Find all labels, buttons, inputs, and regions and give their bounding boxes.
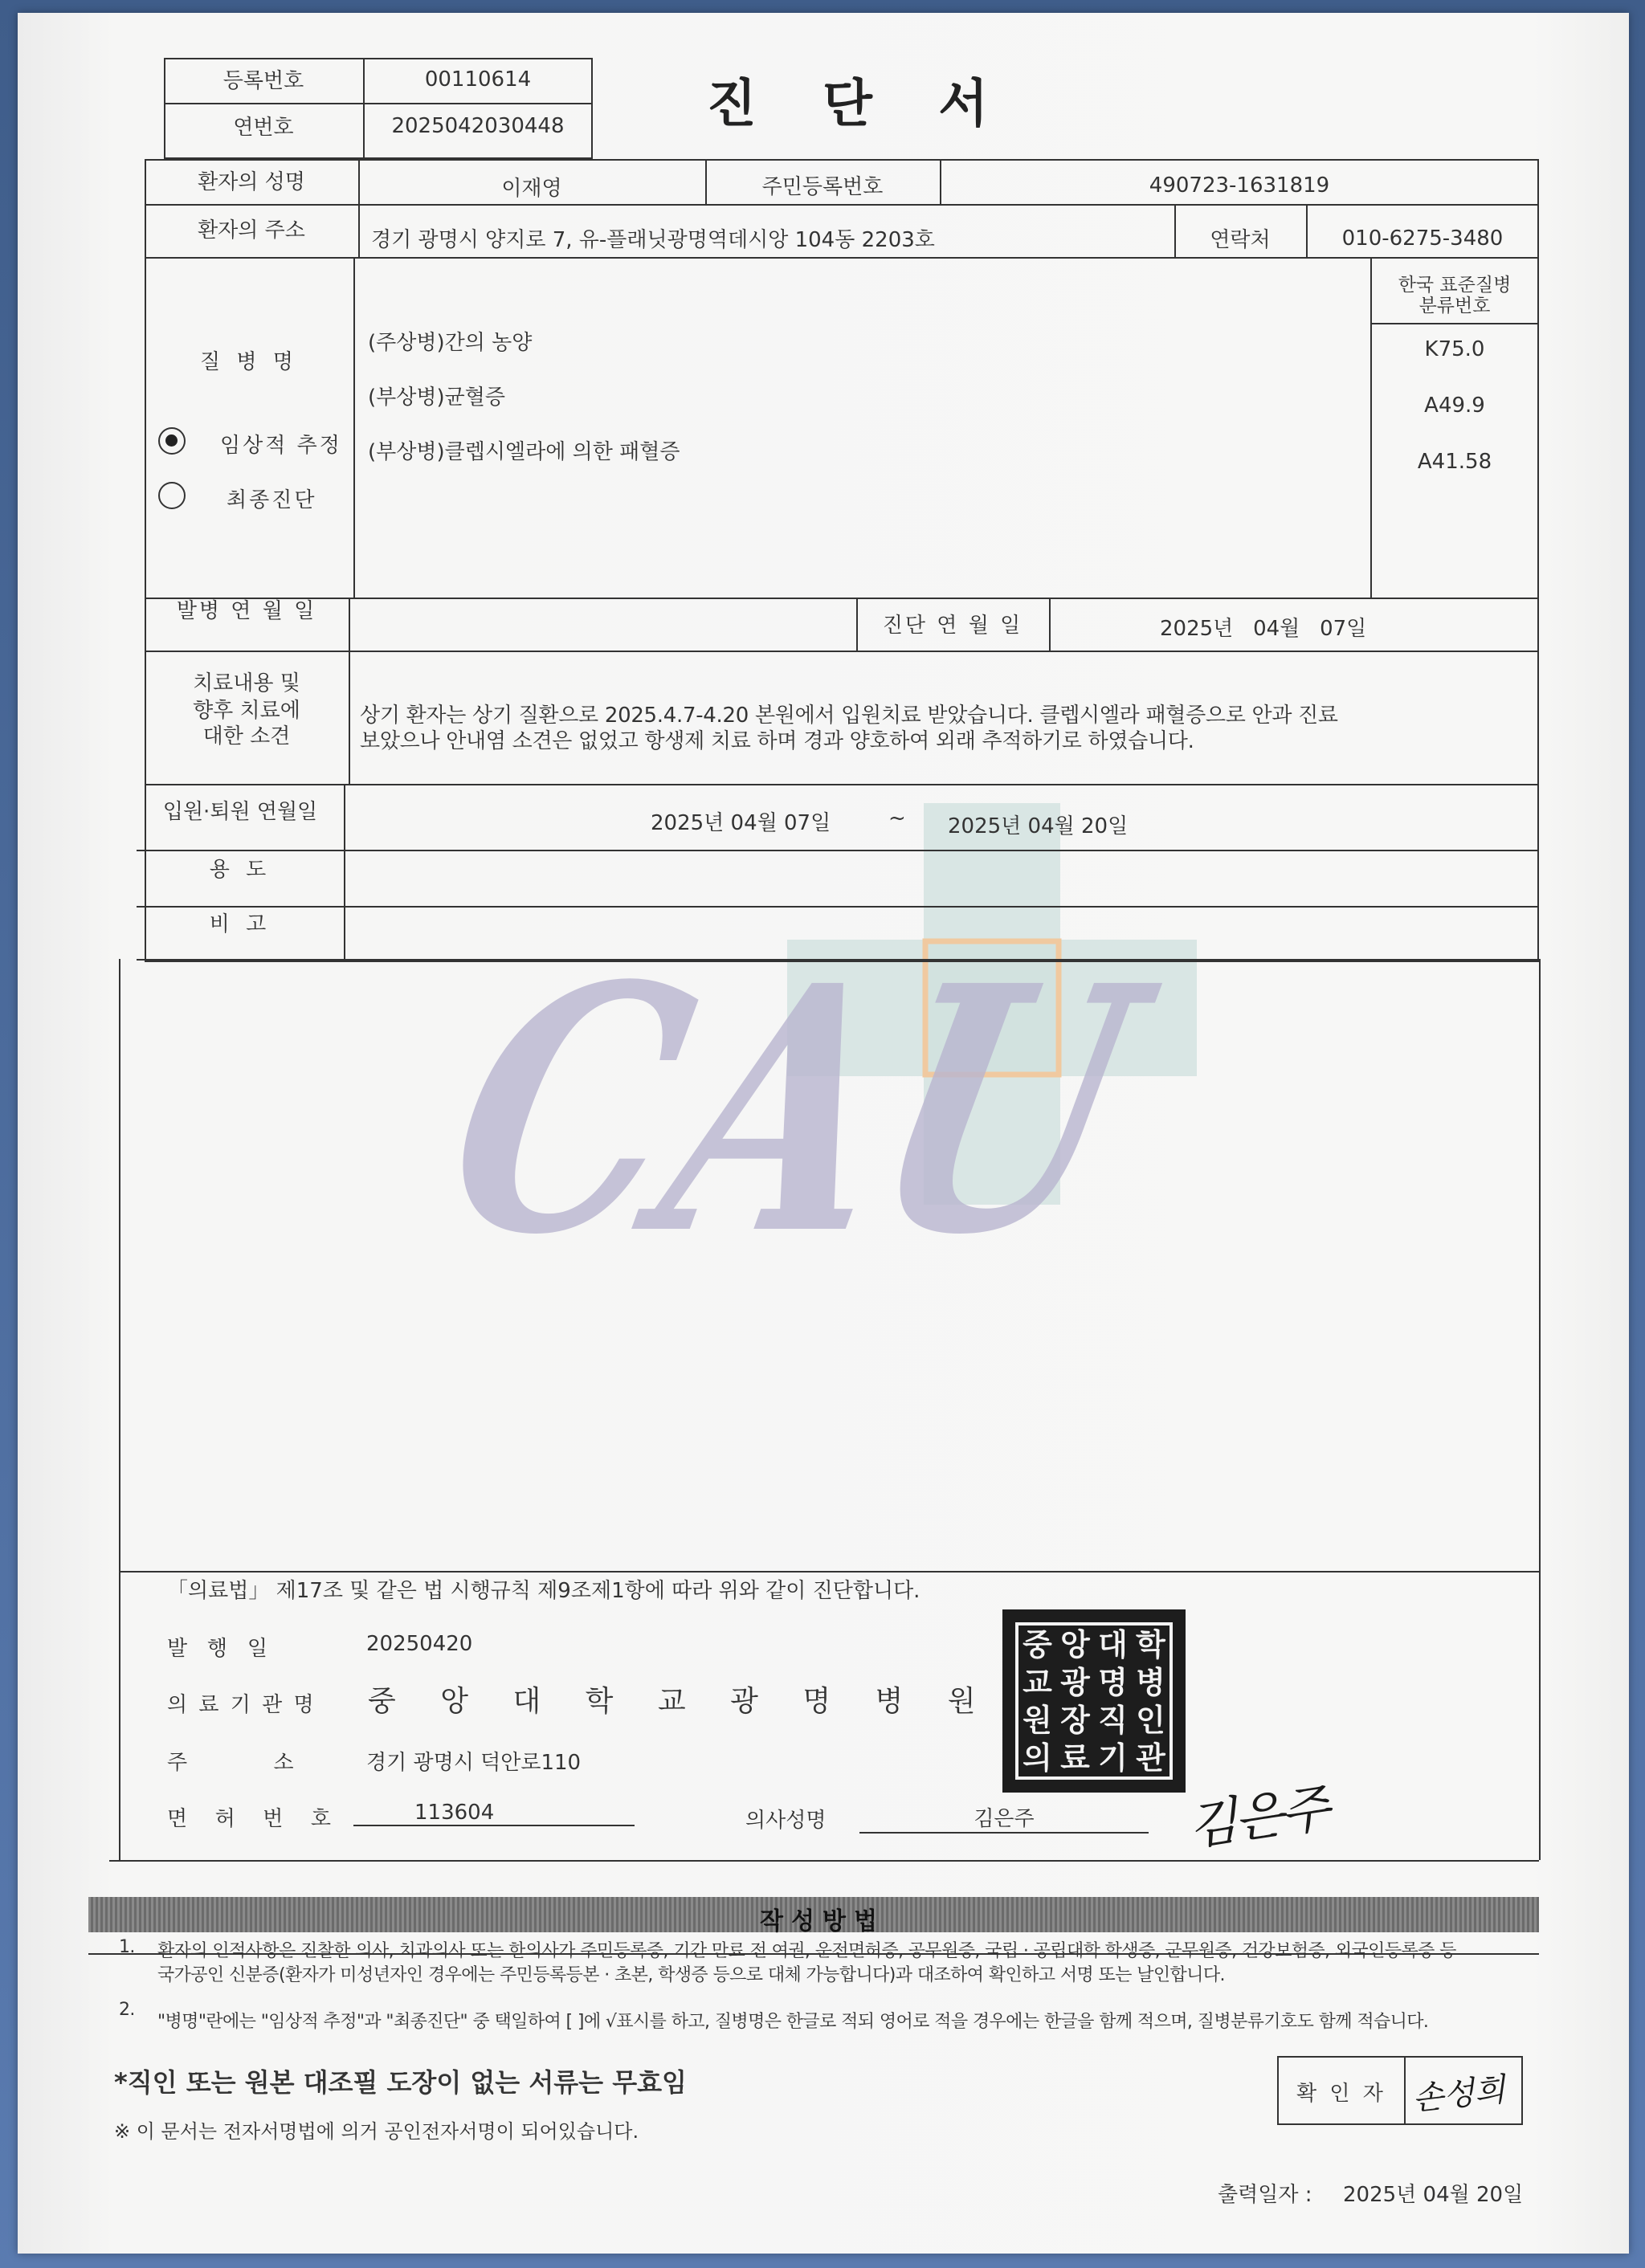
disease-code-2: A49.9 [1424, 394, 1485, 418]
instructions-title: 작성방법 [760, 1907, 885, 1936]
address-value: 경기 광명시 양지로 7, 유-플래닛광명역데시앙 104동 2203호 [371, 228, 935, 252]
seal-char: 병 [1136, 1664, 1165, 1700]
invalid-notice: *직인 또는 원본 대조필 도장이 없는 서류는 무효임 [114, 2067, 687, 2098]
patient-name-label: 환자의 성명 [198, 170, 305, 194]
seal-char: 기 [1098, 1740, 1128, 1776]
institution-name: 중 앙 대 학 교 광 명 병 원 [368, 1685, 994, 1718]
disease-name-1: (주상병)간의 농양 [368, 331, 533, 355]
clinical-estimate-label: 임상적 추정 [220, 434, 342, 458]
final-diagnosis-radio[interactable] [158, 482, 186, 509]
kcd-header-1: 한국 표준질병 [1398, 275, 1512, 296]
license-number: 113604 [353, 1801, 635, 1826]
reg-no-label: 등록번호 [222, 69, 304, 93]
usage-label: 용 도 [209, 858, 271, 882]
admission-to: 2025년 04월 20일 [948, 814, 1129, 838]
seal-char: 명 [1098, 1664, 1128, 1700]
treatment-label-2: 향후 치료에 [193, 699, 300, 723]
confirmer-box [1277, 2056, 1523, 2125]
admission-tilde: ~ [888, 806, 906, 830]
disease-name-3: (부상병)클렙시엘라에 의한 패혈증 [368, 440, 680, 464]
confirmer-signature: 손성희 [1410, 2071, 1508, 2118]
confirmer-label: 확 인 자 [1296, 2082, 1386, 2106]
seal-char: 직 [1098, 1702, 1128, 1738]
diagnosis-date-label: 진단 연 월 일 [882, 614, 1023, 638]
certification-statement: 「의료법」 제17조 및 같은 법 시행규칙 제9조제1항에 따라 위와 같이 진단합니다. [167, 1579, 920, 1603]
seal-char: 인 [1136, 1702, 1165, 1738]
treatment-label-3: 대한 소견 [202, 724, 291, 749]
watermark-text: CAU [420, 912, 1330, 1309]
kcd-header-2: 분류번호 [1418, 296, 1491, 316]
hospital-address-value: 경기 광명시 덕안로110 [366, 1751, 582, 1775]
address-label: 환자의 주소 [198, 218, 305, 243]
institution-label: 의 료 기 관 명 [167, 1693, 316, 1717]
issue-date-value: 20250420 [366, 1632, 473, 1656]
doctor-name: 김은주 [859, 1802, 1149, 1834]
seal-char: 교 [1023, 1664, 1052, 1700]
treatment-label-1: 치료내용 및 [193, 671, 300, 695]
disease-name-2: (부상병)균혈증 [368, 385, 505, 410]
hospital-address-label: 주 소 [167, 1751, 294, 1775]
issue-date-label: 발 행 일 [167, 1637, 267, 1661]
contact-label: 연락처 [1210, 228, 1271, 252]
seal-char: 장 [1060, 1702, 1090, 1738]
serial-value: 2025042030448 [391, 114, 565, 138]
final-diagnosis-label: 최종진단 [227, 488, 317, 512]
treatment-text-line-1: 상기 환자는 상기 질환으로 2025.4.7-4.20 본원에서 입원치료 받았습니다. 클렙시엘라 패혈증으로 안과 진료 [360, 704, 1338, 728]
print-date-label: 출력일자 : [1218, 2183, 1312, 2207]
doctor-name-label: 의사성명 [745, 1809, 827, 1833]
doctor-signature: 김은주 [1184, 1779, 1331, 1858]
official-hospital-seal [1002, 1609, 1186, 1793]
seal-char: 관 [1136, 1740, 1165, 1776]
instruction-1-line-2: 국가공인 신분증(환자가 미성년자인 경우에는 주민등록등본 · 초본, 학생증 등으로 대체 가능합니다)과 대조하여 확인하고 서명 또는 날인합니다. [157, 1965, 1225, 1985]
remarks-label: 비 고 [209, 912, 271, 936]
disease-code-1: K75.0 [1424, 337, 1485, 361]
seal-char: 앙 [1060, 1626, 1090, 1662]
document-title: 진 단 서 [707, 75, 1013, 134]
instruction-1-number: 1. [119, 1937, 135, 1957]
patient-name-value: 이재영 [501, 177, 562, 201]
license-label: 면 허 번 호 [167, 1807, 337, 1831]
seal-char: 중 [1023, 1626, 1052, 1662]
admission-from: 2025년 04월 07일 [651, 811, 831, 835]
disease-label: 질 병 명 [200, 350, 298, 374]
serial-label: 연번호 [233, 116, 294, 140]
rrn-label: 주민등록번호 [761, 175, 884, 199]
seal-char: 원 [1023, 1702, 1052, 1738]
diagnosis-date-value: 2025년 04월 07일 [1160, 617, 1367, 641]
instruction-1-line-1: 환자의 인적사항은 진찰한 의사, 치과의사 또는 한의사가 주민등록증, 기간 만료 전 여권, 운전면허증, 공무원증, 국립 · 공립대학 학생증, 군무원증, 건강보험증, 외국인등록증 등 [157, 1941, 1456, 1961]
seal-char: 광 [1060, 1664, 1090, 1700]
seal-char: 료 [1060, 1740, 1090, 1776]
seal-char: 대 [1098, 1626, 1128, 1662]
rrn-value: 490723-1631819 [1149, 173, 1330, 198]
treatment-text-line-2: 보았으나 안내염 소견은 없었고 항생제 치료 하며 경과 양호하여 외래 추적하기로 하였습니다. [360, 729, 1194, 753]
print-date-value: 2025년 04월 20일 [1343, 2183, 1524, 2207]
e-signature-notice: ※ 이 문서는 전자서명법에 의거 공인전자서명이 되어있습니다. [114, 2120, 639, 2143]
seal-char: 학 [1136, 1626, 1165, 1662]
contact-value: 010-6275-3480 [1341, 226, 1504, 251]
clinical-estimate-radio[interactable] [158, 427, 186, 455]
instruction-2-number: 2. [119, 2000, 135, 2020]
disease-code-3: A41.58 [1417, 450, 1492, 474]
admission-label: 입원·퇴원 연월일 [162, 800, 318, 824]
seal-char: 의 [1023, 1740, 1052, 1776]
reg-no-value: 00110614 [424, 67, 532, 92]
instruction-2-line-1: "병명"란에는 "임상적 추정"과 "최종진단" 중 택일하여 [ ]에 √표시를 하고, 질병명은 한글로 적되 영어로 적을 경우에는 한글을 함께 적으며, 질병분류기호도 함께 적습니다. [157, 2012, 1429, 2032]
onset-date-label: 발병 연 월 일 [176, 599, 317, 623]
